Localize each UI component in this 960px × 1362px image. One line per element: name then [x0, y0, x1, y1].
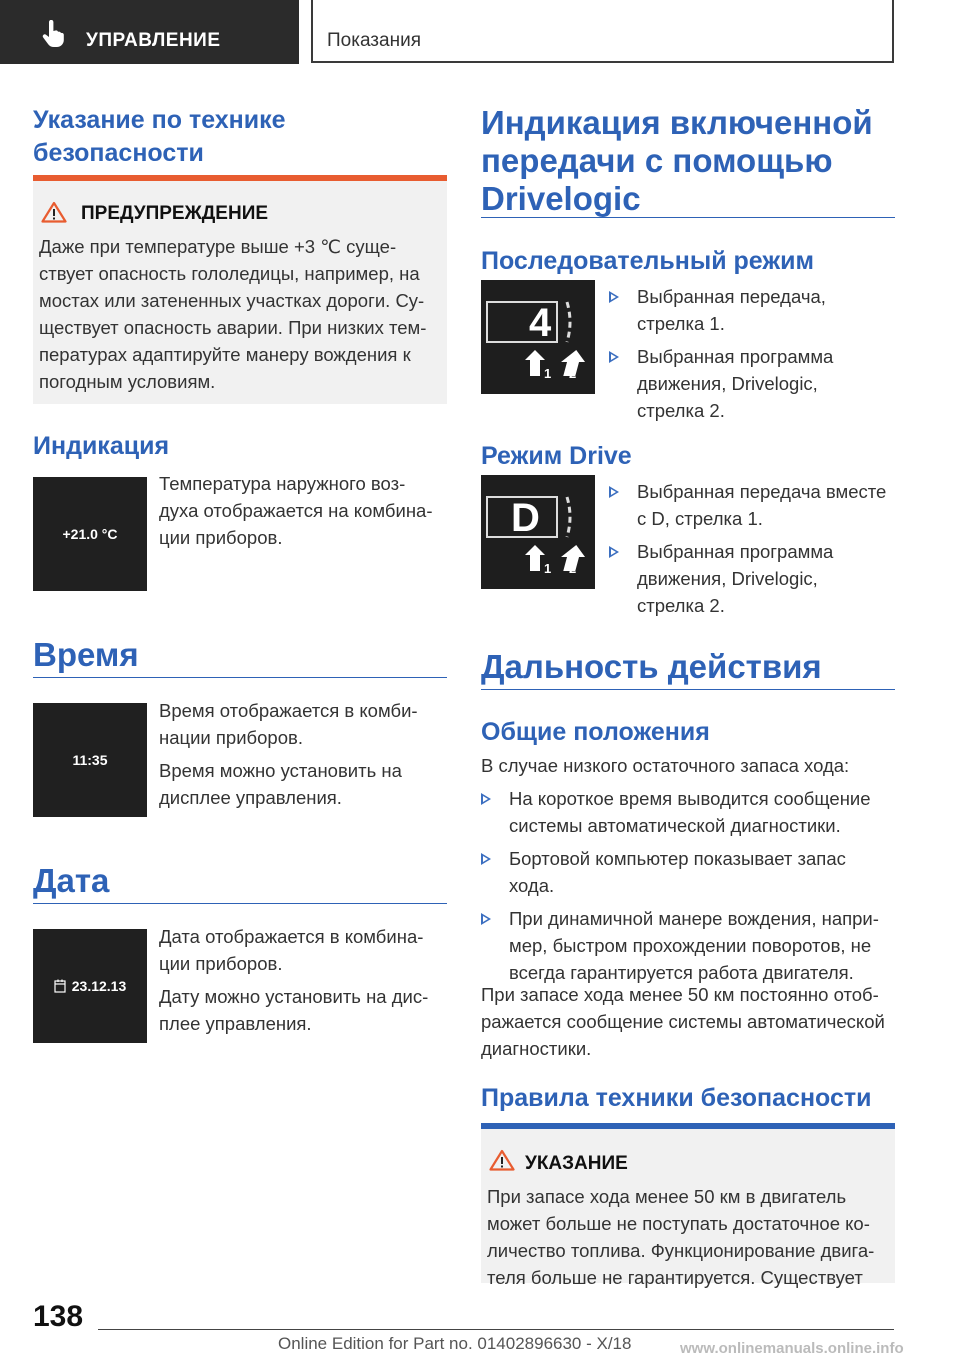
drivelogic-rule — [481, 217, 895, 218]
range-list — [481, 785, 895, 992]
date-heading: Дата — [33, 862, 110, 899]
time-rule — [33, 677, 447, 678]
footer-rule — [98, 1329, 894, 1330]
range-intro: В случае низкого остаточного запаса хода: — [481, 755, 850, 776]
subsection-tab-label: Показания — [327, 30, 421, 51]
indication-heading: Индикация — [33, 432, 170, 460]
list-item: На короткое время выводится сообщение системы автоматической диагностики. — [481, 785, 895, 839]
warning-text: Даже при температуре выше +3 ℃ суще- ствует опасность гололедицы, например, на мостах или затененных участках дороги. Су- ществует опасность аварии. При низких тем- пературах адаптируйте манеру вождения к погодным условиям. — [39, 236, 427, 392]
section-tab-label: УПРАВЛЕНИЕ — [86, 30, 221, 51]
watermark: www.onlinemanuals.online.info — [680, 1340, 904, 1357]
drivelogic-heading: Индикация включенной передачи с помощью Drivelogic — [481, 104, 873, 217]
sequential-list — [609, 283, 899, 430]
list-item: Выбранная передача, стрелка 1. — [609, 283, 899, 337]
svg-text:1: 1 — [544, 366, 552, 381]
date-text: Дата отображается в комбина- ции приборов. Дату можно установить на дис- плее управления. — [159, 926, 429, 1034]
general-heading: Общие положения — [481, 718, 710, 746]
list-item: При динамичной манере вождения, напри- мер, быстром прохождении поворотов, не всегда гарантируется работа двигателя. — [481, 905, 895, 986]
range-outro: При запасе хода менее 50 км постоянно отоб- ражается сообщение системы автоматической диагностики. — [481, 984, 885, 1059]
notice-box — [481, 1123, 895, 1288]
warning-triangle-icon — [41, 201, 67, 223]
gear-number: 4 — [529, 301, 552, 345]
warning-box — [33, 175, 447, 404]
range-heading: Дальность действия — [481, 648, 822, 685]
date-rule — [33, 903, 447, 904]
time-heading: Время — [33, 636, 139, 673]
date-display: 23.12.13 — [33, 929, 147, 1043]
warning-bar — [33, 175, 447, 181]
drive-list — [609, 478, 899, 625]
page-number: 138 — [33, 1300, 84, 1333]
hand-pointer-icon — [40, 20, 66, 48]
subsection-tab[interactable] — [311, 0, 894, 63]
gear-display-drive — [481, 475, 595, 589]
notice-title: УКАЗАНИЕ — [525, 1153, 628, 1174]
range-rule — [481, 689, 895, 690]
notice-bar — [481, 1123, 895, 1129]
svg-text:1: 1 — [544, 561, 552, 576]
indication-text: Температура наружного воз- духа отображается на комбина- ции приборов. — [159, 473, 433, 548]
rules-heading: Правила техники безопасности — [481, 1084, 872, 1112]
calendar-icon — [54, 979, 66, 993]
section-tab[interactable] — [0, 0, 299, 64]
gear-letter: D — [511, 496, 540, 540]
list-item: Выбранная программа движения, Drivelogic, стрелка 2. — [609, 538, 899, 619]
sequential-heading: Последовательный режим — [481, 247, 814, 275]
safety-heading: Указание по технике безопасности — [33, 106, 286, 167]
list-item: Выбранная программа движения, Drivelogic, стрелка 2. — [609, 343, 899, 424]
notice-text: При запасе хода менее 50 км в двигатель может больше не поступать достаточное ко- личество топлива. Функционирование двига- теля больше не гарантируется. Существует — [487, 1186, 875, 1288]
time-display: 11:35 — [33, 703, 147, 817]
temperature-display: +21.0 °C — [33, 477, 147, 591]
warning-title: ПРЕДУПРЕЖДЕНИЕ — [81, 203, 269, 224]
time-text: Время отображается в комби- нации приборов. Время можно установить на дисплее управления. — [159, 700, 418, 808]
footer-edition: Online Edition for Part no. 01402896630 - X/18 — [278, 1334, 632, 1353]
drive-heading: Режим Drive — [481, 442, 632, 470]
svg-text:2: 2 — [569, 561, 577, 576]
list-item: Выбранная передача вместе с D, стрелка 1. — [609, 478, 899, 532]
warning-triangle-icon — [489, 1149, 515, 1171]
svg-text:2: 2 — [569, 366, 577, 381]
gear-display-sequential — [481, 280, 595, 394]
list-item: Бортовой компьютер показывает запас хода. — [481, 845, 895, 899]
